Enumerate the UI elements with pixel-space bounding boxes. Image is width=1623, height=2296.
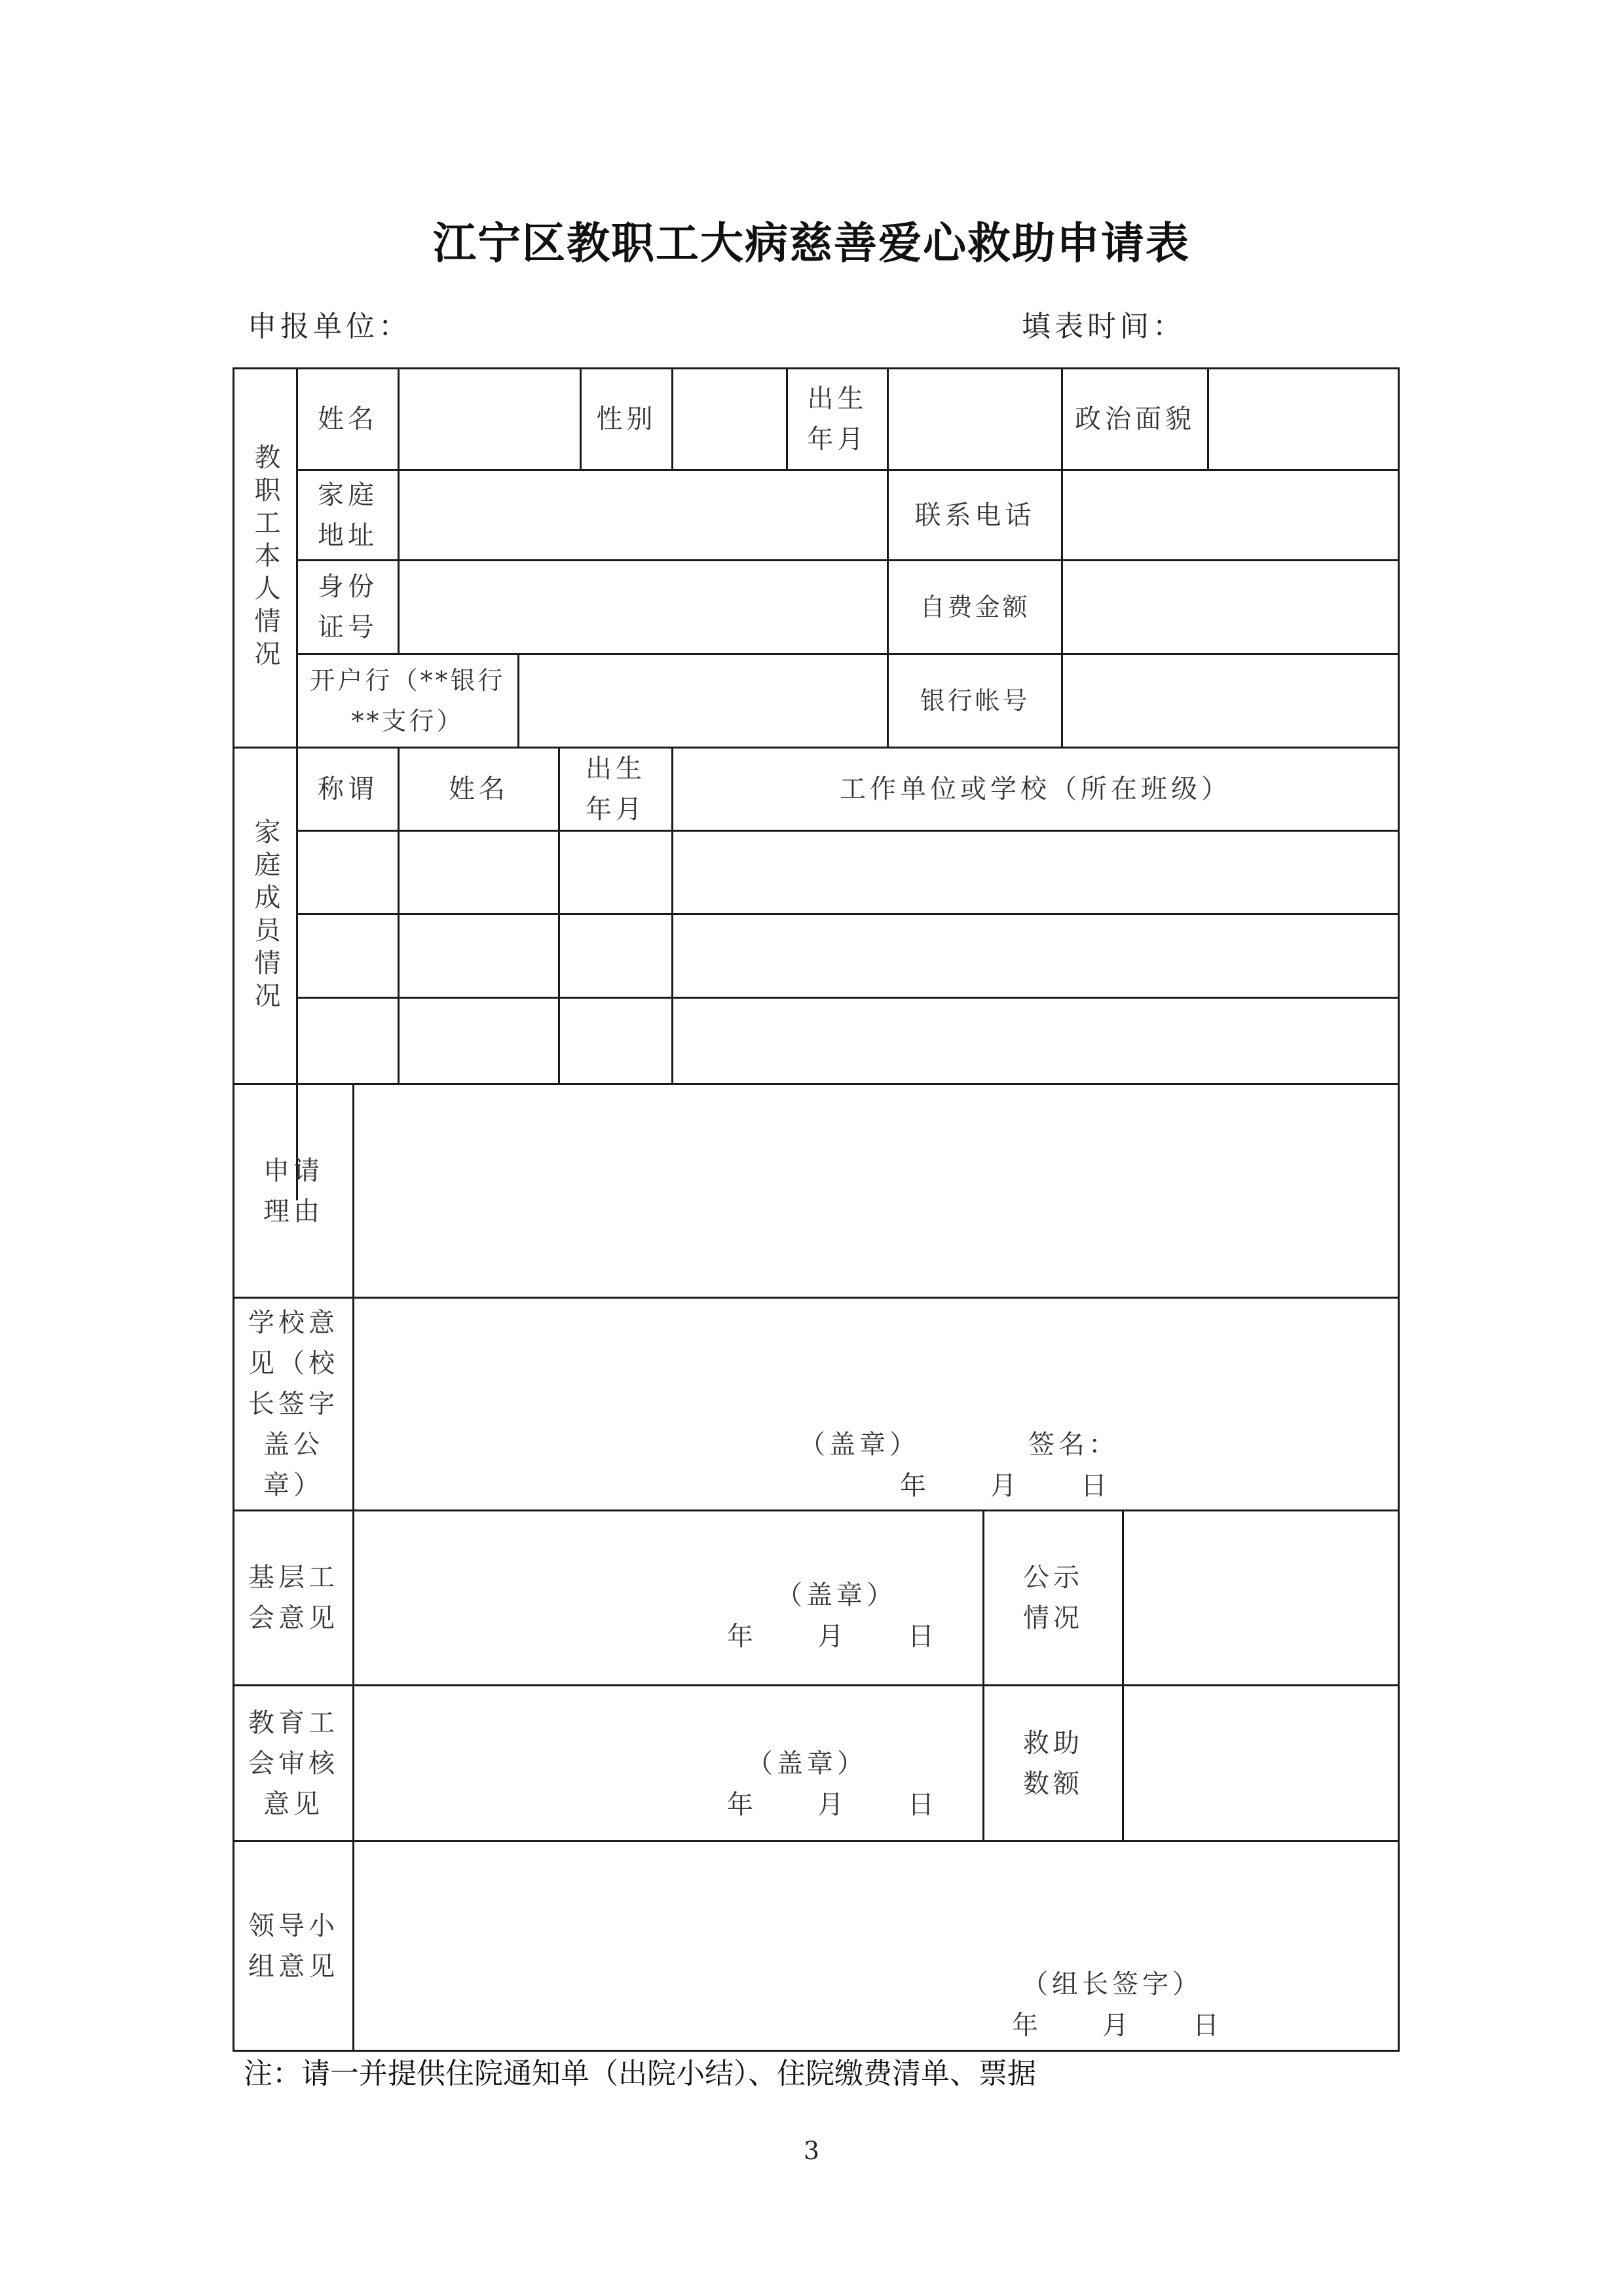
union-label bbox=[234, 1511, 352, 1684]
family-name-header: 姓名 bbox=[449, 774, 509, 804]
birth-label-line1: 出生 bbox=[807, 384, 868, 414]
school-label-line5: 章） bbox=[263, 1470, 324, 1500]
birth-label bbox=[788, 369, 887, 469]
gender-label: 性别 bbox=[596, 404, 657, 434]
date-label: 填表时间： bbox=[1022, 310, 1185, 343]
school-label-line3: 长签字 bbox=[248, 1389, 339, 1419]
unit-label: 申报单位： bbox=[248, 310, 411, 343]
id-label bbox=[298, 561, 398, 653]
account-label: 银行帐号 bbox=[920, 686, 1030, 715]
school-sign: 签名： bbox=[1028, 1430, 1119, 1460]
school-label-line1: 学校意 bbox=[248, 1308, 339, 1338]
school-label-line4: 盖公 bbox=[263, 1430, 324, 1460]
address-label bbox=[298, 471, 398, 559]
form-title: 江宁区教职工大病慈善爱心救助申请表 bbox=[433, 217, 1190, 268]
union-date: 年 月 日 bbox=[727, 1621, 938, 1652]
edu-union-label-line1: 教育工 bbox=[248, 1707, 339, 1738]
school-label-line2: 见（校 bbox=[248, 1348, 339, 1379]
aid-amount-line2: 数额 bbox=[1023, 1768, 1083, 1799]
political-label: 政治面貌 bbox=[1075, 404, 1195, 434]
edu-union-label-line2: 会审核 bbox=[248, 1748, 339, 1779]
leader-sign: （组长签字） bbox=[1022, 1969, 1203, 1999]
leader-label-line2: 组意见 bbox=[248, 1951, 339, 1982]
reason-label bbox=[234, 1085, 352, 1297]
address-label-line2: 地址 bbox=[318, 520, 378, 551]
school-label bbox=[234, 1299, 352, 1509]
bank-label bbox=[298, 655, 517, 747]
edu-union-label bbox=[234, 1686, 352, 1840]
family-birth-line1: 出生 bbox=[586, 754, 646, 784]
edu-union-seal: （盖章） bbox=[747, 1749, 867, 1779]
family-birth-header bbox=[560, 749, 671, 830]
page-number: 3 bbox=[803, 2136, 820, 2165]
personal-section-label: 教职工本人情况 bbox=[250, 443, 280, 673]
union-label-line1: 基层工 bbox=[248, 1563, 339, 1593]
aid-amount-label bbox=[984, 1686, 1122, 1840]
phone-label: 联系电话 bbox=[914, 500, 1035, 530]
aid-amount-line1: 救助 bbox=[1023, 1728, 1083, 1758]
reason-label-line1: 申请 bbox=[263, 1155, 324, 1186]
bank-label-line1: 开户行（**银行 bbox=[310, 666, 506, 695]
family-birth-line2: 年月 bbox=[586, 794, 646, 824]
name-label: 姓名 bbox=[318, 404, 378, 434]
edu-union-label-line3: 意见 bbox=[263, 1788, 324, 1819]
union-seal: （盖章） bbox=[776, 1580, 897, 1610]
school-seal: （盖章） bbox=[799, 1430, 920, 1460]
notice-label-line2: 情况 bbox=[1023, 1603, 1083, 1633]
leader-label-line1: 领导小 bbox=[248, 1910, 339, 1941]
bank-label-line2: **支行） bbox=[351, 707, 464, 735]
leader-label bbox=[234, 1842, 352, 2050]
self-pay-label: 自费金额 bbox=[920, 593, 1030, 621]
address-label-line1: 家庭 bbox=[318, 479, 378, 510]
id-label-line1: 身份 bbox=[318, 572, 378, 602]
notice-label bbox=[984, 1511, 1122, 1684]
family-relation-header: 称谓 bbox=[318, 774, 378, 804]
family-work-header: 工作单位或学校（所在班级） bbox=[840, 774, 1231, 804]
birth-label-line2: 年月 bbox=[807, 424, 868, 454]
notice-label-line1: 公示 bbox=[1023, 1563, 1083, 1593]
school-date: 年 月 日 bbox=[900, 1471, 1111, 1501]
family-section-label: 家庭成员情况 bbox=[250, 817, 280, 1014]
leader-date: 年 月 日 bbox=[1012, 2010, 1223, 2041]
id-label-line2: 证号 bbox=[318, 612, 378, 642]
reason-label-line2: 理由 bbox=[263, 1196, 324, 1227]
edu-union-date: 年 月 日 bbox=[727, 1790, 938, 1820]
union-label-line2: 会意见 bbox=[248, 1603, 339, 1633]
footnote: 注：请一并提供住院通知单（出院小结）、住院缴费清单、票据 bbox=[244, 2057, 1036, 2090]
